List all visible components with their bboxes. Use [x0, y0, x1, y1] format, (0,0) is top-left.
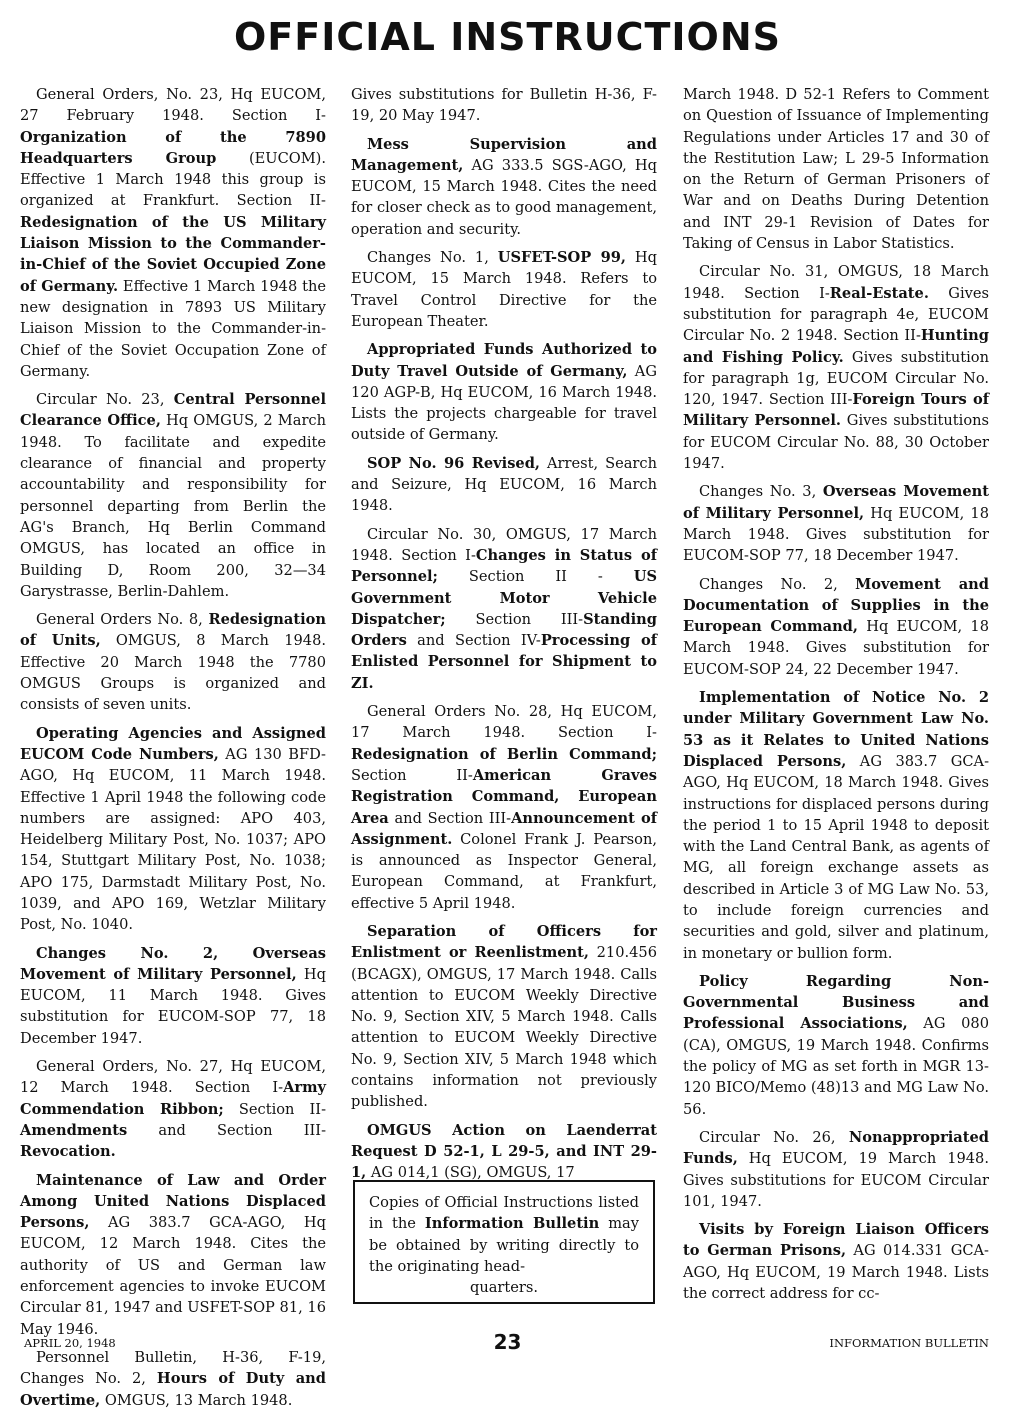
instruction-heading: Army Commendation Ribbon; — [20, 1079, 326, 1118]
instruction-paragraph — [683, 1127, 989, 1212]
instruction-text: AG 014,1 (SG), OMGUS, 17 — [366, 1164, 575, 1182]
instruction-paragraph — [683, 1219, 989, 1304]
instruction-text: Arrest, Search and Seizure, Hq EUCOM, 16 March 1948. — [351, 454, 657, 515]
instruction-text: General Orders No. 28, Hq EUCOM, 17 March 1948. Section I- — [351, 703, 657, 742]
instruction-paragraph — [351, 134, 657, 240]
instruction-paragraph — [351, 453, 657, 517]
instruction-text: Hq EUCOM, 15 March 1948. Refers to Travel Control Directive for the European Theater. — [351, 249, 657, 330]
instruction-text: OMGUS, 8 March 1948. Effective 20 March 1948 the 7780 OMGUS Groups is organized and consists of seven units. — [20, 632, 326, 714]
instruction-heading: Policy Regarding Non-Governmental Business and Professional Associations, — [683, 972, 989, 1033]
page-title: OFFICIAL INSTRUCTIONS — [233, 15, 781, 59]
instruction-paragraph — [20, 84, 326, 382]
instruction-heading: Redesignation of Units, — [20, 611, 326, 650]
instruction-heading: Hunting and Fishing Policy. — [683, 327, 989, 366]
instruction-text: Changes No. 2, — [699, 575, 856, 593]
instruction-text: Gives substitutions for EUCOM Circular No. 88, 30 October 1947. — [683, 412, 989, 473]
notice-box — [353, 1180, 655, 1304]
instruction-text: AG 383.7 GCA-AGO, Hq EUCOM, 12 March 1948. Cites the authority of US and German law enforcement agencies to invoke EUCOM Circular 81, 1947 and USFET-SOP 81, 16 May 1946. — [20, 1214, 326, 1338]
instruction-text: and Section IV- — [406, 632, 541, 650]
instruction-paragraph — [20, 389, 326, 602]
notice-text: Copies of Official Instructions listed in the — [369, 1194, 639, 1233]
instruction-heading: Visits by Foreign Liaison Officers to German Prisons, — [683, 1221, 989, 1260]
instruction-text: Circular No. 30, OMGUS, 17 March 1948. Section I- — [351, 525, 657, 564]
instruction-paragraph — [683, 261, 989, 474]
instruction-text: Hq EUCOM, 18 March 1948. Gives substitution for EUCOM-SOP 24, 22 December 1947. — [683, 618, 989, 678]
instruction-text: and Section III- — [127, 1121, 326, 1139]
notice-text-end: quarters. — [469, 1279, 539, 1297]
instruction-heading: Implementation of Notice No. 2 under Military Government Law No. 53 as it Relates to United Nations Displaced Persons, — [683, 689, 989, 770]
instruction-text: Hq OMGUS, 2 March 1948. To facilitate and expedite clearance of financial and property accountability and responsibility for personnel departing from Berlin the AG's Branch, Hq Berlin Command OMGUS, has located an office in Building D, Room 200, 32—34 Garystrasse, Berlin-Dahlem. — [20, 412, 326, 600]
instruction-heading: SOP No. 96 Revised, — [367, 454, 540, 472]
instruction-paragraph — [351, 84, 657, 127]
instruction-text: AG 383.7 GCA-AGO, Hq EUCOM, 18 March 1948. Gives instructions for displaced persons during the period 1 to 15 April 1948 to deposit with the Land Central Bank, as agents of MG, all foreign exchange assets as described in Article 3 of MG Law No. 53, to include foreign currencies and securities and gold, silver and platinum, in monetary or bullion form. — [683, 752, 989, 962]
instruction-text: (EUCOM). Effective 1 March 1948 this group is organized at Frankfurt. Section II- — [20, 149, 326, 210]
instruction-text: 210.456 (BCAGX), OMGUS, 17 March 1948. Calls attention to EUCOM Weekly Directive No. 9, Section XIV, 5 March 1948. Calls attention to EUCOM Weekly Directive No. 9, Section XIV, 5 March 1948 which contains information not previously published. — [351, 944, 657, 1111]
instruction-text: AG 014.331 GCA-AGO, Hq EUCOM, 19 March 1948. Lists the correct address for cc- — [683, 1242, 989, 1303]
column-middle — [351, 84, 657, 1191]
instruction-heading: Mess Supervision and Management, — [351, 135, 657, 174]
instruction-text: General Orders No. 8, — [36, 611, 209, 629]
instruction-paragraph — [683, 84, 989, 254]
instruction-heading: Processing of Enlisted Personnel for Shipment to ZI. — [351, 632, 658, 692]
column-right — [683, 84, 989, 1311]
instruction-text: Section II- — [351, 766, 473, 784]
instruction-text: Gives substitution for paragraph 4e, EUCOM Circular No. 2 1948. Section II- — [683, 284, 989, 345]
instruction-text: Effective 1 March 1948 the new designation in 7893 US Military Liaison Mission to the Commander-in-Chief of the Soviet Occupation Zone of Germany. — [20, 277, 326, 380]
instruction-heading: US Government Motor Vehicle Dispatcher; — [351, 568, 657, 628]
instruction-paragraph — [351, 1120, 657, 1184]
instruction-text: Gives substitutions for Bulletin H-36, F-19, 20 May 1947. — [351, 86, 657, 125]
notice-publication-name: Information Bulletin — [424, 1215, 600, 1233]
instruction-heading: Nonappropriated Funds, — [683, 1128, 989, 1168]
instruction-heading: Redesignation of Berlin Command; — [351, 745, 657, 763]
instruction-paragraph — [20, 1170, 326, 1340]
page-number: 23 — [493, 1330, 522, 1354]
instruction-text: Circular No. 26, — [699, 1128, 849, 1146]
instruction-text: AG 080 (CA), OMGUS, 19 March 1948. Confirms the policy of MG as set forth in MGR 13-120 BICO/Memo (48)13 and MG Law No. 56. — [683, 1015, 989, 1118]
instruction-text: Section III- — [445, 610, 584, 628]
instruction-paragraph — [351, 247, 657, 332]
footer-date: APRIL 20, 1948 — [24, 1336, 116, 1350]
instruction-heading: Revocation. — [20, 1143, 116, 1161]
instruction-text: and Section III- — [388, 809, 512, 827]
instruction-heading: Hours of Duty and Overtime, — [20, 1370, 326, 1409]
instruction-paragraph — [683, 971, 989, 1120]
instruction-text: March 1948. D 52-1 Refers to Comment on Question of Issuance of Implementing Regulations under Articles 17 and 30 of the Restitution Law; L 29-5 Information on the Return of German Prisoners of War and on Deaths During Detention and INT 29-1 Revision of Dates for Taking of Census in Labor Statistics. — [683, 86, 989, 253]
column-left — [20, 84, 326, 1418]
instruction-paragraph — [20, 1347, 326, 1411]
instruction-heading: Separation of Officers for Enlistment or Reenlistment, — [351, 922, 657, 962]
instruction-paragraph — [351, 339, 657, 445]
instruction-text: Changes No. 3, — [699, 483, 823, 501]
instruction-text: Hq EUCOM, 11 March 1948. Gives substitution for EUCOM-SOP 77, 18 December 1947. — [20, 965, 326, 1047]
instruction-text: Circular No. 31, OMGUS, 18 March 1948. Section I- — [683, 263, 989, 302]
instruction-heading: Changes No. 2, Overseas Movement of Military Personnel, — [20, 944, 326, 983]
instruction-heading: Overseas Movement of Military Personnel, — [683, 483, 989, 522]
instruction-paragraph — [20, 723, 326, 936]
instruction-heading: Standing Orders — [351, 610, 657, 650]
instruction-text: General Orders, No. 23, Hq EUCOM, 27 February 1948. Section I- — [20, 86, 326, 125]
instruction-text: Changes No. 1, — [367, 249, 498, 267]
instruction-text: OMGUS, 13 March 1948. — [100, 1391, 293, 1409]
instruction-text: AG 120 AGP-B, Hq EUCOM, 16 March 1948. Lists the projects chargeable for travel outside of Germany. — [351, 362, 657, 444]
instruction-text: Hq EUCOM, 19 March 1948. Gives substitutions for EUCOM Circular 101, 1947. — [683, 1150, 989, 1210]
instruction-paragraph — [351, 921, 657, 1113]
instruction-paragraph — [683, 687, 989, 964]
instruction-text: AG 130 BFD-AGO, Hq EUCOM, 11 March 1948. Effective 1 April 1948 the following code numbers are assigned: APO 403, Heidelberg Military Post, No. 1037; APO 154, Stuttgart Military Post, No. 1038; APO 175, Darmstadt Military Post, No. 1039, and APO 169, Wetzlar Military Post, No. 1040. — [20, 745, 326, 934]
instruction-heading: Appropriated Funds Authorized to Duty Travel Outside of Germany, — [351, 341, 657, 380]
instruction-paragraph — [351, 701, 657, 914]
notice-text-cont: may be obtained by writing directly to the originating head- — [369, 1215, 639, 1275]
instruction-heading: Movement and Documentation of Supplies in the European Command, — [683, 575, 989, 636]
instruction-heading: American Graves Registration Command, European Area — [351, 766, 657, 827]
instruction-text: Hq EUCOM, 18 March 1948. Gives substitution for EUCOM-SOP 77, 18 December 1947. — [683, 504, 989, 565]
instruction-text: Personnel Bulletin, H-36, F-19, Changes No. 2, — [20, 1348, 326, 1388]
instruction-heading: Organization of the 7890 Headquarters Group — [20, 128, 326, 167]
instruction-heading: Redesignation of the US Military Liaison Mission to the Commander-in-Chief of the Soviet Occupied Zone of Germany. — [20, 213, 326, 295]
instruction-text: Circular No. 23, — [36, 391, 174, 409]
instruction-heading: Operating Agencies and Assigned EUCOM Code Numbers, — [20, 724, 326, 763]
instruction-heading: Changes in Status of Personnel; — [351, 546, 657, 586]
instruction-heading: Central Personnel Clearance Office, — [20, 391, 326, 430]
instruction-paragraph — [20, 1056, 326, 1162]
instruction-paragraph — [20, 609, 326, 715]
instruction-heading: Maintenance of Law and Order Among United Nations Displaced Persons, — [20, 1171, 326, 1232]
instruction-heading: OMGUS Action on Laenderrat Request D 52-1, L 29-5, and INT 29-1, — [351, 1121, 657, 1182]
instruction-text: AG 333.5 SGS-AGO, Hq EUCOM, 15 March 1948. Cites the need for closer check as to good management, operation and security. — [351, 156, 657, 238]
instruction-heading: Amendments — [20, 1121, 128, 1139]
instruction-text: Colonel Frank J. Pearson, is announced as Inspector General, European Command, at Frankfurt, effective 5 April 1948. — [351, 830, 657, 912]
instruction-heading: Foreign Tours of Military Personnel. — [683, 391, 989, 430]
instruction-text: Section II- — [223, 1100, 327, 1118]
instruction-paragraph — [683, 574, 989, 680]
instruction-text: General Orders, No. 27, Hq EUCOM, 12 March 1948. Section I- — [20, 1058, 326, 1097]
footer-publication: INFORMATION BULLETIN — [829, 1336, 989, 1350]
instruction-heading: Announcement of Assignment. — [351, 809, 658, 848]
instruction-heading: Real-Estate. — [829, 284, 929, 302]
instruction-paragraph — [351, 524, 657, 694]
instruction-paragraph — [20, 943, 326, 1049]
instruction-text: Gives substitution for paragraph 1g, EUCOM Circular No. 120, 1947. Section III- — [683, 348, 989, 409]
instruction-text: Section II - — [437, 568, 634, 586]
instruction-heading: USFET-SOP 99, — [497, 249, 626, 267]
instruction-paragraph — [683, 481, 989, 566]
